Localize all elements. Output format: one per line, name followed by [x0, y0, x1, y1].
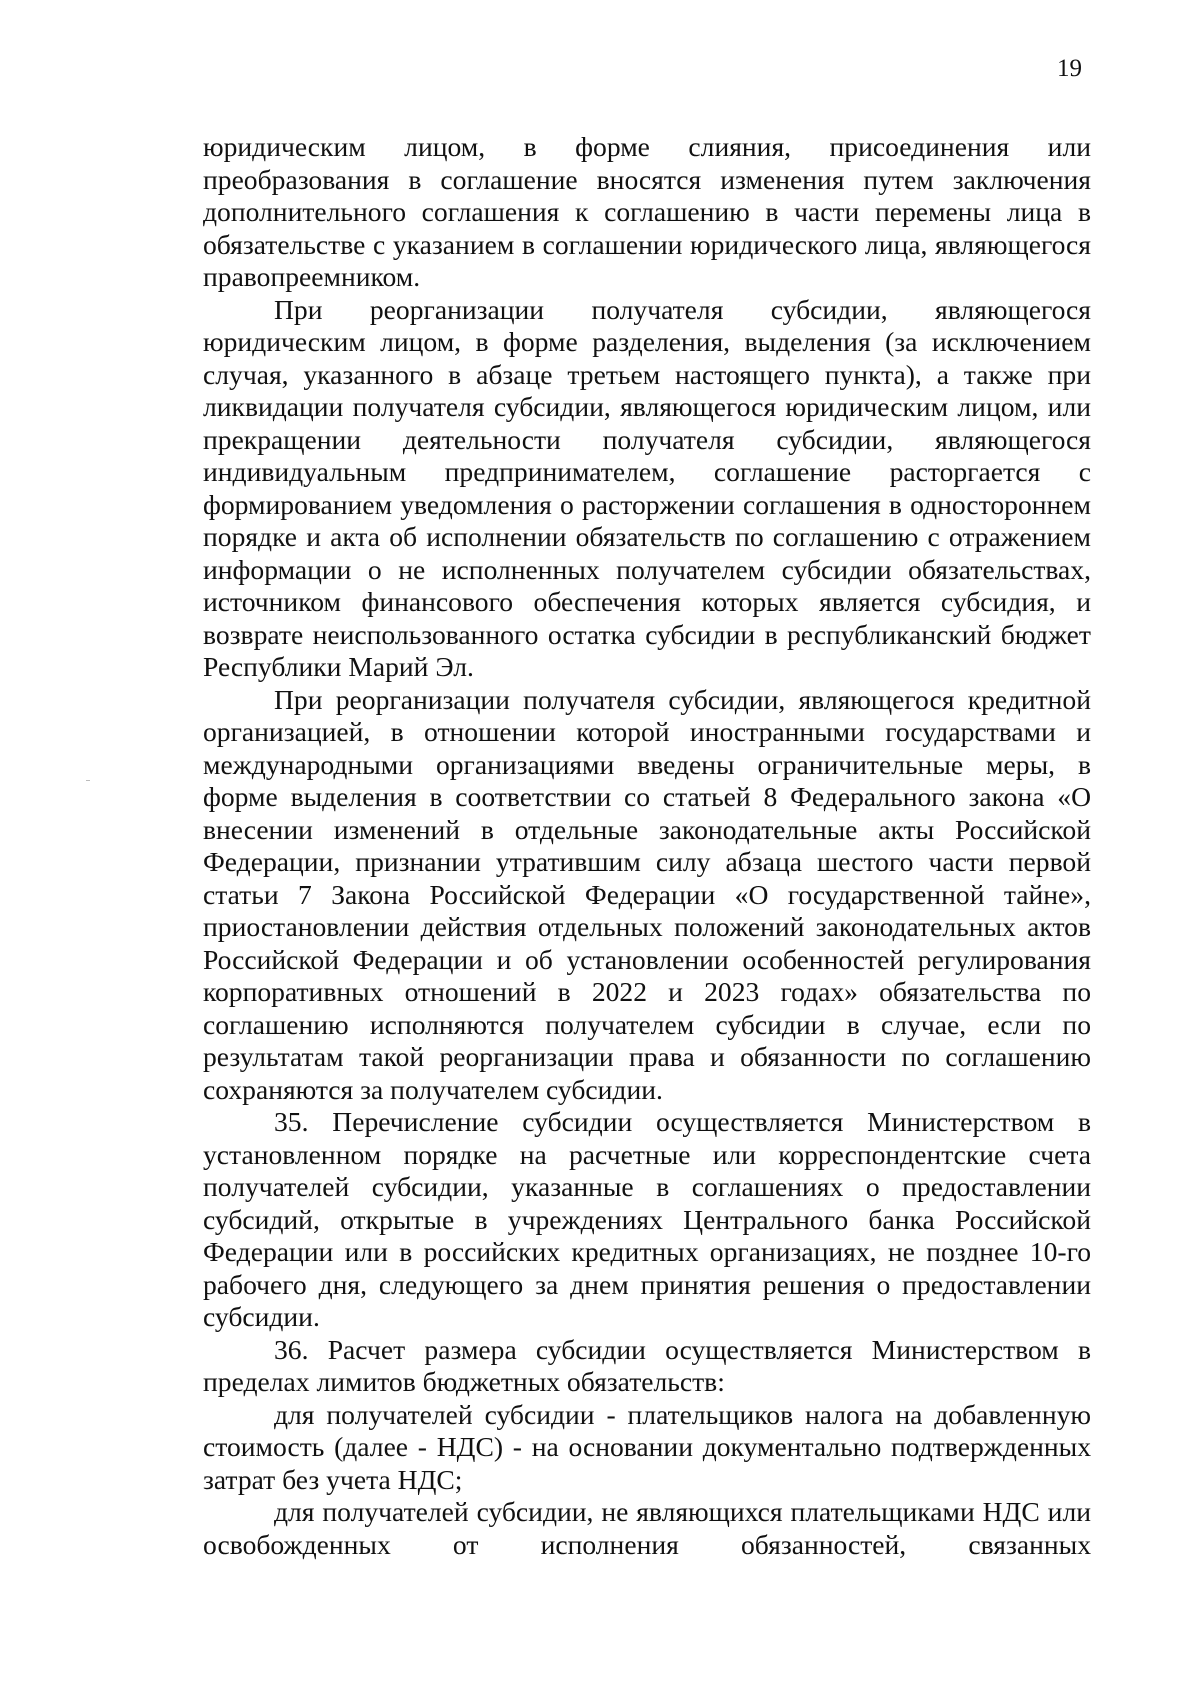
page-number: 19	[1057, 55, 1082, 82]
paragraph-reorganization-credit-organization: При реорганизации получателя субсидии, являющегося кредитной организацией, в отношении которой иностранными государствами и международными организациями введены ограничительные меры, в форме выделения в соответствии со статьей 8 Федерального закона «О внесении изменений в отдельные законодательные акты Российской Федерации, признании утратившим силу абзаца шестого части первой статьи 7 Закона Российской Федерации «О государственной тайне», приостановлении действия отдельных положений законодательных актов Российской Федерации и об установлении особенностей регулирования корпоративных отношений в 2022 и 2023 годах» обязательства по соглашению исполняются получателем субсидии в случае, если по результатам такой реорганизации права и обязанности по соглашению сохраняются за получателем субсидии.	[203, 683, 1091, 1105]
paragraph-item-35: 35. Перечисление субсидии осуществляется Министерством в установленном порядке на расчетные или корреспондентские счета получателей субсидии, указанные в соглашениях о предоставлении субсидий, открытые в учреждениях Центрального банка Российской Федерации или в российских кредитных организациях, не позднее 10-го рабочего дня, следующего за днем принятия решения о предоставлении субсидии.	[203, 1106, 1091, 1332]
margin-mark	[86, 780, 90, 781]
paragraph-non-vat-payers: для получателей субсидии, не являющихся плательщиками НДС или освобожденных от исполнения обязанностей, связанных	[203, 1496, 1091, 1560]
paragraph-vat-payers: для получателей субсидии - плательщиков налога на добавленную стоимость (далее - НДС) - на основании документально подтвержденных затрат без учета НДС;	[203, 1398, 1091, 1495]
paragraph-reorganization-merger: юридическим лицом, в форме слияния, присоединения или преобразования в соглашение вносятся изменения путем заключения дополнительного соглашения к соглашению в части перемены лица в обязательстве с указанием в соглашении юридического лица, являющегося правопреемником.	[203, 131, 1091, 292]
document-body	[203, 131, 1091, 1561]
paragraph-item-36: 36. Расчет размера субсидии осуществляется Министерством в пределах лимитов бюджетных обязательств:	[203, 1333, 1091, 1397]
paragraph-reorganization-division: При реорганизации получателя субсидии, являющегося юридическим лицом, в форме разделения, выделения (за исключением случая, указанного в абзаце третьем настоящего пункта), а также при ликвидации получателя субсидии, являющегося юридическим лицом, или прекращении деятельности получателя субсидии, являющегося индивидуальным предпринимателем, соглашение расторгается с формированием уведомления о расторжении соглашения в одностороннем порядке и акта об исполнении обязательств по соглашению с отражением информации о не исполненных получателем субсидии обязательствах, источником финансового обеспечения которых является субсидия, и возврате неиспользованного остатка субсидии в республиканский бюджет Республики Марий Эл.	[203, 293, 1091, 682]
